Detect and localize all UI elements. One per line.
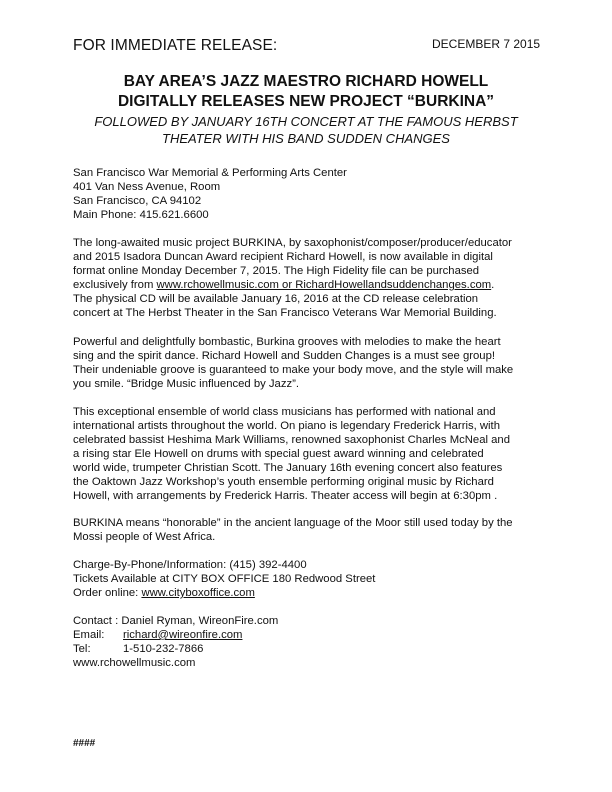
- headline-line-1: BAY AREA’S JAZZ MAESTRO RICHARD HOWELL: [123, 73, 489, 90]
- tickets-online-label: Order online:: [73, 587, 142, 599]
- p3-line: celebrated bassist Heshima Mark Williams, renowned saxophonist Charles McNeal and: [73, 434, 510, 446]
- p3-line: a rising star Ele Howell on drums with special guest award winning and celebrated: [73, 448, 484, 460]
- p4-line: BURKINA means “honorable” in the ancient language of the Moor still used today by the: [73, 517, 513, 529]
- p1-prefix: exclusively from: [73, 279, 157, 291]
- p1-line: The long-awaited music project BURKINA, by saxophonist/composer/producer/educator: [73, 237, 512, 249]
- p1-line: and 2015 Isadora Duncan Award recipient Richard Howell, is now available in digital: [73, 251, 493, 263]
- venue-city: San Francisco, CA 94102: [73, 195, 202, 207]
- p4-line: Mossi people of West Africa.: [73, 531, 216, 543]
- venue-name: San Francisco War Memorial & Performing Arts Center: [73, 167, 347, 179]
- p1-line: format online Monday December 7, 2015. The High Fidelity file can be purchased: [73, 265, 480, 277]
- tickets-box-office: Tickets Available at CITY BOX OFFICE 180 Redwood Street: [73, 573, 376, 585]
- purchase-link[interactable]: www.rchowellmusic.com or RichardHowellandsuddenchanges.com: [156, 279, 492, 291]
- tickets-block: [73, 558, 548, 600]
- paragraph-release: [73, 236, 548, 320]
- p2-line: sing and the spirit dance. Richard Howell and Sudden Changes is a must see group!: [73, 350, 496, 362]
- p3-line: the Oaktown Jazz Workshop’s youth ensemble performing original music by Richard: [73, 476, 494, 488]
- paragraph-description: [73, 335, 548, 391]
- venue-phone: Main Phone: 415.621.6600: [73, 209, 209, 221]
- subheadline-line-2: THEATER WITH HIS BAND SUDDEN CHANGES: [162, 131, 450, 146]
- p2-line: Their undeniable groove is guaranteed to make your body move, and the style will make: [73, 364, 514, 376]
- tel-value: 1-510-232-7866: [123, 643, 204, 655]
- p3-line: world wide, trumpeter Christian Scott. The January 16th evening concert also features: [73, 462, 503, 474]
- tel-label: Tel:: [73, 643, 91, 655]
- contact-block: [73, 614, 548, 670]
- p1-line: The physical CD will be available January 16, 2016 at the CD release celebration: [73, 293, 479, 305]
- cityboxoffice-link[interactable]: www.cityboxoffice.com: [141, 587, 255, 599]
- p1-suffix: .: [491, 279, 495, 291]
- contact-line: Contact : Daniel Ryman, WireonFire.com: [73, 615, 279, 627]
- p3-line: international artists throughout the world. On piano is legendary Frederick Harris, with: [73, 420, 500, 432]
- p2-line: you smile. “Bridge Music influenced by Jazz”.: [73, 378, 300, 390]
- venue-street: 401 Van Ness Avenue, Room: [73, 181, 221, 193]
- p1-line: concert at The Herbst Theater in the San Francisco Veterans War Memorial Building.: [73, 307, 497, 319]
- headline-line-2: DIGITALLY RELEASES NEW PROJECT “BURKINA”: [117, 93, 495, 110]
- p3-line: This exceptional ensemble of world class musicians has performed with national and: [73, 406, 496, 418]
- subheadline-line-1: FOLLOWED BY JANUARY 16TH CONCERT AT THE FAMOUS HERBST: [94, 114, 518, 129]
- paragraph-meaning: [73, 516, 548, 544]
- paragraph-ensemble: [73, 405, 548, 503]
- contact-tel-row: [73, 642, 548, 656]
- email-label: Email:: [73, 629, 105, 641]
- end-mark: ####: [73, 738, 96, 749]
- p2-line: Powerful and delightfully bombastic, Burkina grooves with melodies to make the heart: [73, 336, 501, 348]
- tickets-online: [73, 586, 548, 600]
- email-link[interactable]: richard@wireonfire.com: [123, 629, 243, 641]
- p3-line: Howell, with arrangements by Frederick Harris. Theater access will begin at 6:30pm .: [73, 490, 498, 502]
- contact-email-row: [73, 628, 548, 642]
- tickets-phone: Charge-By-Phone/Information: (415) 392-4400: [73, 559, 307, 571]
- website-text: www.rchowellmusic.com: [73, 657, 196, 669]
- release-date: DECEMBER 7 2015: [432, 37, 541, 51]
- release-label: FOR IMMEDIATE RELEASE:: [73, 37, 278, 54]
- venue-block: [73, 166, 548, 222]
- p1-line: [73, 278, 548, 292]
